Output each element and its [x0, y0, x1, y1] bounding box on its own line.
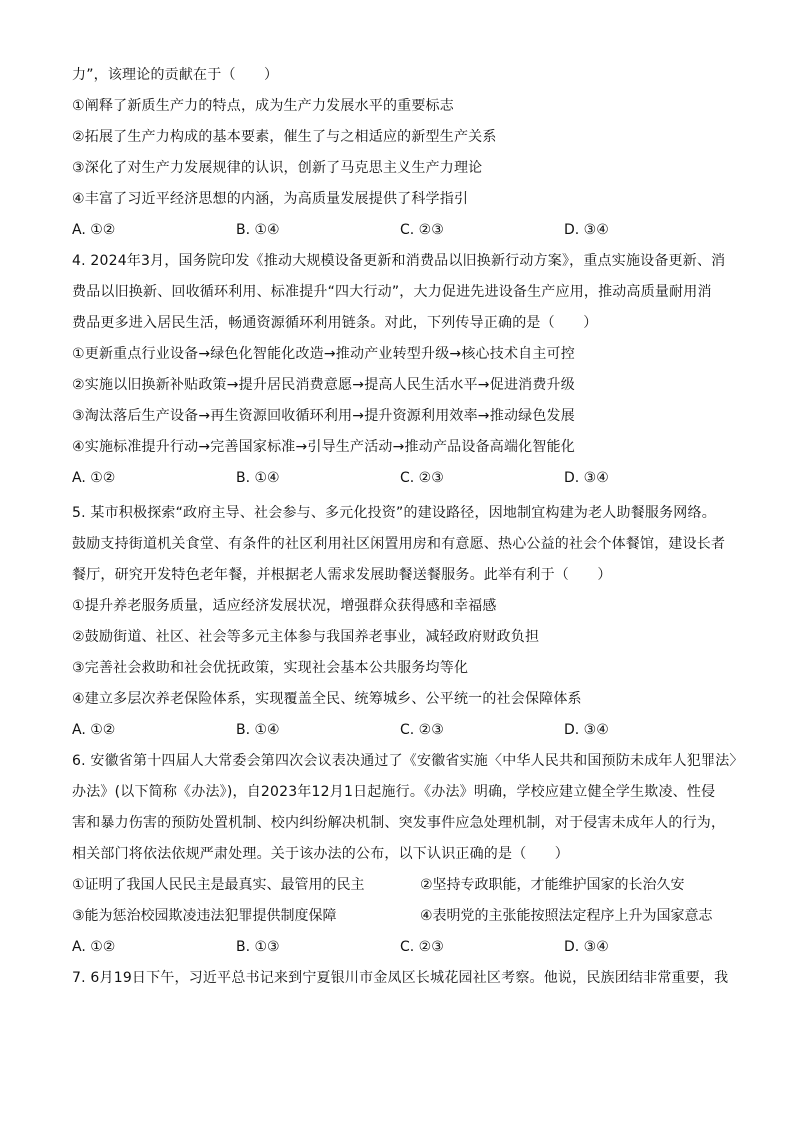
- choice-item: ①阐释了新质生产力的特点，成为生产力发展水平的重要标志: [72, 98, 454, 114]
- choice-row: [72, 901, 732, 932]
- option-a: A. ①②: [72, 939, 116, 955]
- option-a: A. ①②: [72, 470, 116, 486]
- option-d: D. ③④: [564, 939, 609, 955]
- question-stem-line: 鼓励支持街道机关食堂、有条件的社区利用社区闲置用房和有意愿、热心公益的社会个体餐馆，建设长者: [72, 536, 726, 552]
- choice-item: ②拓展了生产力构成的基本要素，催生了与之相适应的新型生产关系: [72, 129, 497, 145]
- choice-item: ①提升养老服务质量，适应经济发展状况，增强群众获得感和幸福感: [72, 598, 497, 614]
- choice-item: ③深化了对生产力发展规律的认识，创新了马克思主义生产力理论: [72, 160, 483, 176]
- exam-page: [72, 60, 744, 994]
- question-5: [72, 498, 732, 746]
- question-stem-line: 6. 安徽省第十四届人大常委会第四次会议表决通过了《安徽省实施〈中华人民共和国预防未成年人犯罪法〉: [72, 753, 744, 769]
- option-d: D. ③④: [564, 222, 609, 238]
- option-c: C. ②③: [400, 470, 444, 486]
- choice-item: ②坚持专政职能，才能维护国家的长治久安: [420, 877, 685, 893]
- answer-options: [72, 215, 732, 246]
- option-c: C. ②③: [400, 939, 444, 955]
- answer-options: [72, 463, 732, 494]
- choice-item: ④实施标准提升行动→完善国家标准→引导生产活动→推动产品设备高端化智能化: [72, 439, 575, 455]
- choice-item: ②实施以旧换新补贴政策→提升居民消费意愿→提高人民生活水平→促进消费升级: [72, 377, 575, 393]
- choice-item: ③能为惩治校园欺凌违法犯罪提供制度保障: [72, 908, 337, 924]
- question-stem-line: 费品以旧换新、回收循环利用、标准提升“四大行动”，大力促进先进设备生产应用，推动高质量耐用消: [72, 284, 712, 300]
- question-stem-line: 餐厅，研究开发特色老年餐，并根据老人需求发展助餐送餐服务。此举有利于（ ）: [72, 567, 612, 583]
- option-b: B. ①④: [236, 470, 280, 486]
- option-a: A. ①②: [72, 222, 116, 238]
- question-stem-line: 相关部门将依法依规严肃处理。关于该办法的公布，以下认识正确的是（ ）: [72, 846, 569, 862]
- question-7: [72, 963, 732, 994]
- choice-item: ①证明了我国人民民主是最真实、最管用的民主: [72, 877, 365, 893]
- question-stem-line: 5. 某市积极探索“政府主导、社会参与、多元化投资”的建设路径，因地制宜构建为老人助餐服务网络。: [72, 505, 716, 521]
- question-stem-line: 4. 2024年3月，国务院印发《推动大规模设备更新和消费品以旧换新行动方案》，重点实施设备更新、消: [72, 253, 726, 269]
- choice-item: ③完善社会救助和社会优抚政策，实现社会基本公共服务均等化: [72, 660, 469, 676]
- question-stem-line: 费品更多进入居民生活，畅通资源循环利用链条。对此，下列传导正确的是（ ）: [72, 315, 598, 331]
- choice-item: ④丰富了习近平经济思想的内涵，为高质量发展提供了科学指引: [72, 191, 469, 207]
- option-d: D. ③④: [564, 470, 609, 486]
- option-a: A. ①②: [72, 722, 116, 738]
- question-stem-line: 办法》(以下简称《办法》)，自2023年12月1日起施行。《办法》明确，学校应建立健全学生欺凌、性侵: [72, 784, 716, 800]
- question-4: [72, 246, 732, 494]
- option-c: C. ②③: [400, 222, 444, 238]
- choice-item: ②鼓励街道、社区、社会等多元主体参与我国养老事业，减轻政府财政负担: [72, 629, 540, 645]
- choice-item: ④建立多层次养老保险体系，实现覆盖全民、统筹城乡、公平统一的社会保障体系: [72, 691, 582, 707]
- option-b: B. ①④: [236, 722, 280, 738]
- choice-item: ③淘汰落后生产设备→再生资源回收循环利用→提升资源利用效率→推动绿色发展: [72, 408, 575, 424]
- choice-row: [72, 870, 732, 901]
- option-d: D. ③④: [564, 722, 609, 738]
- question-stem-line: 7. 6月19日下午，习近平总书记来到宁夏银川市金凤区长城花园社区考察。他说，民族团结非常重要，我: [72, 970, 729, 986]
- option-b: B. ①③: [236, 939, 280, 955]
- question-3: [72, 60, 732, 246]
- option-c: C. ②③: [400, 722, 444, 738]
- choice-item: ④表明党的主张能按照法定程序上升为国家意志: [420, 908, 713, 924]
- choice-item: ①更新重点行业设备→绿色化智能化改造→推动产业转型升级→核心技术自主可控: [72, 346, 575, 362]
- answer-options: [72, 932, 732, 963]
- question-stem-line: 害和暴力伤害的预防处置机制、校内纠纷解决机制、突发事件应急处理机制，对于侵害未成年人的行为，: [72, 815, 726, 831]
- question-stem-tail: 力”，该理论的贡献在于（ ）: [72, 67, 279, 83]
- answer-options: [72, 715, 732, 746]
- option-b: B. ①④: [236, 222, 280, 238]
- question-6: [72, 746, 744, 963]
